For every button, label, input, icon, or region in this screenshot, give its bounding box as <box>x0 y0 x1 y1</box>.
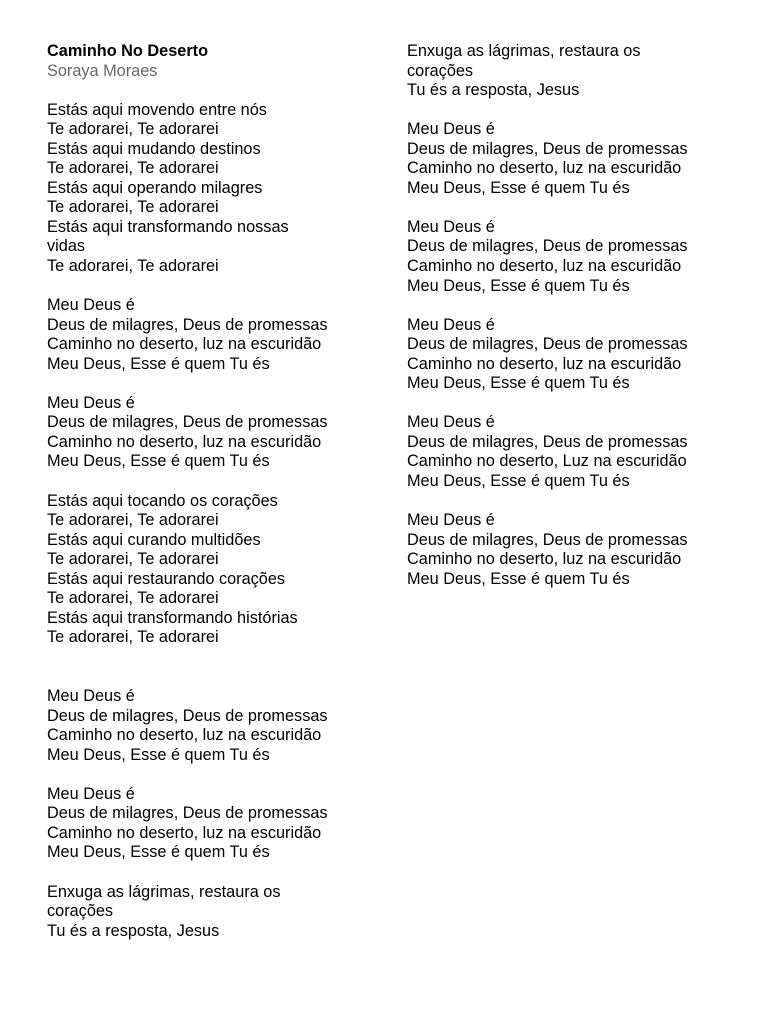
verse-block <box>47 101 377 277</box>
lyric-line: Te adorarei, Te adorarei <box>47 159 219 178</box>
chorus-block <box>407 511 737 589</box>
lyric-line: Deus de milagres, Deus de promessas <box>407 237 688 256</box>
chorus-block <box>47 296 377 374</box>
lyric-line: Estás aqui mudando destinos <box>47 139 261 158</box>
lyric-line: Meu Deus, Esse é quem Tu és <box>47 745 270 764</box>
lyric-line: Meu Deus é <box>47 687 135 706</box>
lyric-line: Te adorarei, Te adorarei <box>47 628 219 647</box>
lyric-line: Meu Deus, Esse é quem Tu és <box>407 374 630 393</box>
lyric-line: Caminho no deserto, luz na escuridão <box>407 550 682 569</box>
lyric-line: Deus de milagres, Deus de promessas <box>407 530 688 549</box>
bridge-block <box>407 42 737 101</box>
lyric-line: Deus de milagres, Deus de promessas <box>47 804 328 823</box>
lyric-line: Estás aqui transformando nossas <box>47 217 289 236</box>
lyric-line: Estás aqui operando milagres <box>47 178 263 197</box>
lyric-line: Enxuga as lágrimas, restaura os <box>407 42 641 60</box>
lyric-line: Te adorarei, Te adorarei <box>47 257 219 276</box>
lyric-line: Meu Deus é <box>47 784 135 803</box>
lyric-line: Enxuga as lágrimas, restaura os <box>47 882 281 901</box>
lyric-line: Caminho no deserto, luz na escuridão <box>407 257 682 276</box>
lyric-line: Tu és a resposta, Jesus <box>47 921 220 940</box>
lyric-line: Estás aqui curando multidões <box>47 530 261 549</box>
lyric-line: Meu Deus, Esse é quem Tu és <box>407 569 630 588</box>
lyric-line: corações <box>47 902 114 921</box>
lyric-line: Caminho no deserto, luz na escuridão <box>47 726 322 745</box>
lyric-line: corações <box>407 61 474 80</box>
lyric-line: Tu és a resposta, Jesus <box>407 81 580 100</box>
lyric-line: Meu Deus é <box>407 315 495 334</box>
lyric-line: Meu Deus, Esse é quem Tu és <box>47 354 270 373</box>
lyric-line: Meu Deus, Esse é quem Tu és <box>407 276 630 295</box>
chorus-block <box>407 316 737 394</box>
lyric-line: Deus de milagres, Deus de promessas <box>407 139 688 158</box>
chorus-block <box>47 687 377 765</box>
lyric-line: Meu Deus, Esse é quem Tu és <box>47 452 270 471</box>
lyric-line: Estás aqui transformando histórias <box>47 608 298 627</box>
lyric-line: Meu Deus é <box>47 296 135 315</box>
lyric-line: Caminho no deserto, luz na escuridão <box>407 159 682 178</box>
lyric-line: vidas <box>47 237 86 256</box>
lyric-line: Te adorarei, Te adorarei <box>47 120 219 139</box>
chorus-block <box>47 394 377 472</box>
lyric-line: Meu Deus é <box>407 413 495 432</box>
chorus-block <box>407 413 737 491</box>
lyric-line: Estás aqui tocando os corações <box>47 491 278 510</box>
lyric-line: Estás aqui restaurando corações <box>47 569 286 588</box>
lyric-line: Deus de milagres, Deus de promessas <box>47 413 328 432</box>
lyric-line: Caminho no deserto, luz na escuridão <box>407 354 682 373</box>
chorus-block <box>407 120 737 198</box>
lyric-line: Meu Deus, Esse é quem Tu és <box>407 472 630 491</box>
lyric-line: Meu Deus é <box>407 120 495 139</box>
lyric-line: Meu Deus é <box>47 393 135 412</box>
chorus-block <box>47 785 377 863</box>
lyrics-column-left <box>47 42 377 941</box>
lyrics-column-right <box>407 42 737 589</box>
lyric-line: Meu Deus, Esse é quem Tu és <box>47 843 270 862</box>
lyric-line: Meu Deus é <box>407 217 495 236</box>
bridge-block <box>47 883 377 942</box>
lyric-line: Deus de milagres, Deus de promessas <box>47 315 328 334</box>
lyric-line: Deus de milagres, Deus de promessas <box>47 706 328 725</box>
song-artist: Soraya Moraes <box>47 61 158 80</box>
chorus-block <box>407 218 737 296</box>
lyric-line: Te adorarei, Te adorarei <box>47 511 219 530</box>
lyric-line: Te adorarei, Te adorarei <box>47 589 219 608</box>
lyric-line: Te adorarei, Te adorarei <box>47 550 219 569</box>
lyric-line: Caminho no deserto, luz na escuridão <box>47 335 322 354</box>
song-title: Caminho No Deserto <box>47 42 209 60</box>
lyric-line: Meu Deus é <box>407 511 495 530</box>
lyric-line: Te adorarei, Te adorarei <box>47 198 219 217</box>
lyric-line: Caminho no deserto, Luz na escuridão <box>407 452 687 471</box>
lyric-line: Caminho no deserto, luz na escuridão <box>47 823 322 842</box>
lyric-line: Meu Deus, Esse é quem Tu és <box>407 178 630 197</box>
lyric-line: Caminho no deserto, luz na escuridão <box>47 432 322 451</box>
lyric-line: Deus de milagres, Deus de promessas <box>407 335 688 354</box>
lyric-line: Estás aqui movendo entre nós <box>47 100 267 119</box>
verse-block <box>47 492 377 648</box>
lyric-line: Deus de milagres, Deus de promessas <box>407 432 688 451</box>
